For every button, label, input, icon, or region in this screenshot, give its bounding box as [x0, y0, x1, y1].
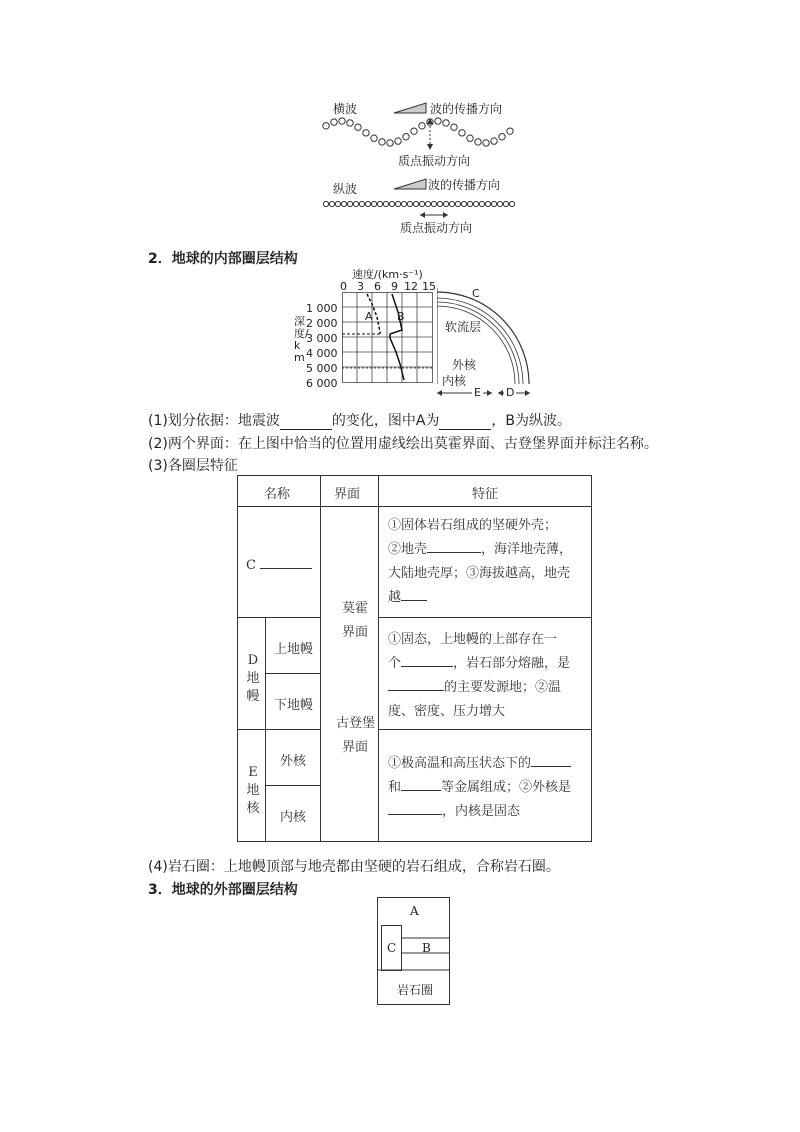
- wave-bead: [483, 140, 489, 146]
- wave-bead: [411, 128, 417, 134]
- depth-axis-label: 深度/km: [294, 315, 309, 364]
- wave-bead: [449, 201, 454, 206]
- wave-bead: [355, 124, 361, 130]
- answer-blank[interactable]: [401, 777, 441, 791]
- wave-bead: [443, 120, 449, 126]
- speed-tick: 6: [374, 280, 381, 293]
- wave-bead: [335, 201, 340, 206]
- wave-bead: [371, 135, 377, 141]
- moho-label-1: 莫霍: [342, 601, 369, 616]
- dimension-arrows: [436, 387, 536, 399]
- wave-bead: [353, 201, 358, 206]
- wave-bead: [371, 201, 376, 206]
- question-1: (1)划分依据：地震波 的变化，图中A为 ，B为纵波。: [148, 413, 572, 429]
- wave-bead: [485, 201, 490, 206]
- wave-bead: [389, 201, 394, 206]
- core-feature: ①极高温和高压状态下的 和 等金属组成；②外核是 ，内核是固态: [388, 752, 571, 824]
- wave-bead: [395, 138, 401, 144]
- depth-tick: 4 000: [306, 347, 338, 360]
- header-interface: 界面: [334, 487, 361, 502]
- wave-b-label: B: [397, 310, 405, 323]
- depth-tick: 1 000: [306, 302, 338, 315]
- wave-bead: [365, 201, 370, 206]
- crust-name: C: [246, 555, 312, 573]
- depth-tick: 2 000: [306, 317, 338, 330]
- wave-bead: [497, 201, 502, 206]
- wave-bead: [467, 135, 473, 141]
- label-d: D: [506, 386, 515, 399]
- wave-bead: [395, 201, 400, 206]
- wave-bead: [407, 201, 412, 206]
- wave-bead: [491, 138, 497, 144]
- gutenberg-label-1: 古登堡: [336, 716, 376, 731]
- speed-ticks: [340, 280, 440, 292]
- wave-a-label: A: [365, 310, 373, 323]
- wave-bead: [467, 201, 472, 206]
- wave-bead: [329, 201, 334, 206]
- answer-blank[interactable]: [401, 587, 427, 601]
- seismic-grid: [342, 292, 438, 384]
- depth-tick: 3 000: [306, 332, 338, 345]
- label-e: E: [474, 386, 481, 399]
- depth-tick: 5 000: [306, 362, 338, 375]
- wave-bead: [503, 201, 508, 206]
- wave-bead: [479, 201, 484, 206]
- wave-bead: [379, 139, 385, 145]
- wave-bead: [491, 201, 496, 206]
- outer-core-label: 外核: [452, 358, 477, 372]
- answer-blank[interactable]: [531, 753, 571, 767]
- outer-core: 外核: [280, 754, 307, 769]
- wave-bead: [413, 201, 418, 206]
- speed-tick: 15: [422, 280, 436, 293]
- wave-bead: [323, 123, 329, 129]
- mantle-group-label: D 地 幔: [246, 653, 260, 704]
- gutenberg-label-2: 界面: [342, 740, 369, 755]
- wave-bead: [435, 118, 441, 124]
- answer-blank[interactable]: [401, 653, 453, 667]
- wave-bead: [419, 201, 424, 206]
- propagation-arrow-icon-2: [392, 177, 428, 191]
- box-b: B: [422, 941, 431, 955]
- wave-bead: [431, 201, 436, 206]
- wave-bead: [473, 201, 478, 206]
- asthenosphere-label: 软流层: [445, 320, 482, 334]
- box-a: A: [410, 904, 419, 918]
- box-lithosphere: 岩石圈: [397, 983, 434, 997]
- propagation-direction-label: 波的传播方向: [430, 102, 503, 116]
- speed-tick: 3: [357, 280, 364, 293]
- wave-bead: [459, 130, 465, 136]
- section-3-heading: 3．地球的外部圈层结构: [148, 882, 298, 898]
- wave-bead: [425, 201, 430, 206]
- lower-mantle: 下地幔: [274, 698, 314, 713]
- answer-blank[interactable]: [260, 555, 312, 569]
- transverse-wave-label: 横波: [333, 102, 358, 116]
- answer-blank[interactable]: [427, 539, 481, 553]
- wave-bead: [507, 128, 513, 134]
- wave-bead: [339, 118, 345, 124]
- wave-bead: [341, 201, 346, 206]
- speed-tick: 0: [340, 280, 347, 293]
- propagation-direction-label-2: 波的传播方向: [428, 178, 501, 192]
- box-c: C: [387, 941, 397, 955]
- wave-bead: [331, 119, 337, 125]
- lithosphere-note: (4)岩石圈：上地幔顶部与地壳都由坚硬的岩石组成，合称岩石圈。: [148, 859, 560, 875]
- mantle-feature: ①固态，上地幔的上部存在一 个 ，岩石部分熔融，是 的主要发源地；②温 度、密度、压力增大: [388, 632, 571, 719]
- wave-bead: [455, 201, 460, 206]
- upper-mantle: 上地幔: [274, 642, 314, 657]
- vibration-direction-label: 质点振动方向: [398, 154, 471, 168]
- answer-blank[interactable]: [280, 415, 332, 430]
- inner-core-label: 内核: [442, 374, 467, 388]
- depth-tick: 6 000: [306, 377, 338, 390]
- question-3: (3)各圈层特征: [148, 458, 238, 474]
- wave-bead: [499, 134, 505, 140]
- layer-features-table: [237, 475, 592, 842]
- wave-bead: [323, 201, 328, 206]
- wave-bead: [419, 123, 425, 129]
- question-2: (2)两个界面：在上图中恰当的位置用虚线绘出莫霍界面、古登堡界面并标注名称。: [148, 436, 658, 452]
- wave-bead: [443, 201, 448, 206]
- moho-label-2: 界面: [342, 625, 369, 640]
- answer-blank[interactable]: [388, 801, 442, 815]
- wave-bead: [475, 139, 481, 145]
- wave-bead: [387, 140, 393, 146]
- section-2-heading: 2．地球的内部圈层结构: [148, 251, 298, 267]
- crust-feature: ①固体岩石组成的坚硬外壳； ②地壳 ，海洋地壳薄， 大陆地壳厚；③海拔越高，地壳 越: [388, 518, 573, 605]
- transverse-wave-diagram: [322, 112, 522, 152]
- header-feature: 特征: [472, 487, 499, 502]
- wave-bead: [347, 201, 352, 206]
- wave-bead: [451, 124, 457, 130]
- wave-bead: [401, 201, 406, 206]
- inner-core: 内核: [280, 810, 307, 825]
- answer-blank[interactable]: [439, 415, 491, 430]
- wave-bead: [363, 130, 369, 136]
- wave-bead: [359, 201, 364, 206]
- wave-bead: [377, 201, 382, 206]
- speed-axis-label: 速度/(km·s⁻¹): [352, 268, 423, 281]
- core-group-label: E 地 核: [246, 765, 260, 816]
- speed-tick: 12: [404, 280, 418, 293]
- wave-bead: [383, 201, 388, 206]
- speed-tick: 9: [391, 280, 398, 293]
- answer-blank[interactable]: [388, 677, 444, 691]
- wave-bead: [403, 134, 409, 140]
- vibration-direction-label-2: 质点振动方向: [400, 221, 473, 235]
- label-c: C: [472, 287, 480, 300]
- wave-bead: [437, 201, 442, 206]
- header-name: 名称: [264, 487, 291, 502]
- wave-bead: [461, 201, 466, 206]
- wave-bead: [347, 120, 353, 126]
- wave-bead: [509, 201, 514, 206]
- longitudinal-wave-label: 纵波: [333, 182, 358, 196]
